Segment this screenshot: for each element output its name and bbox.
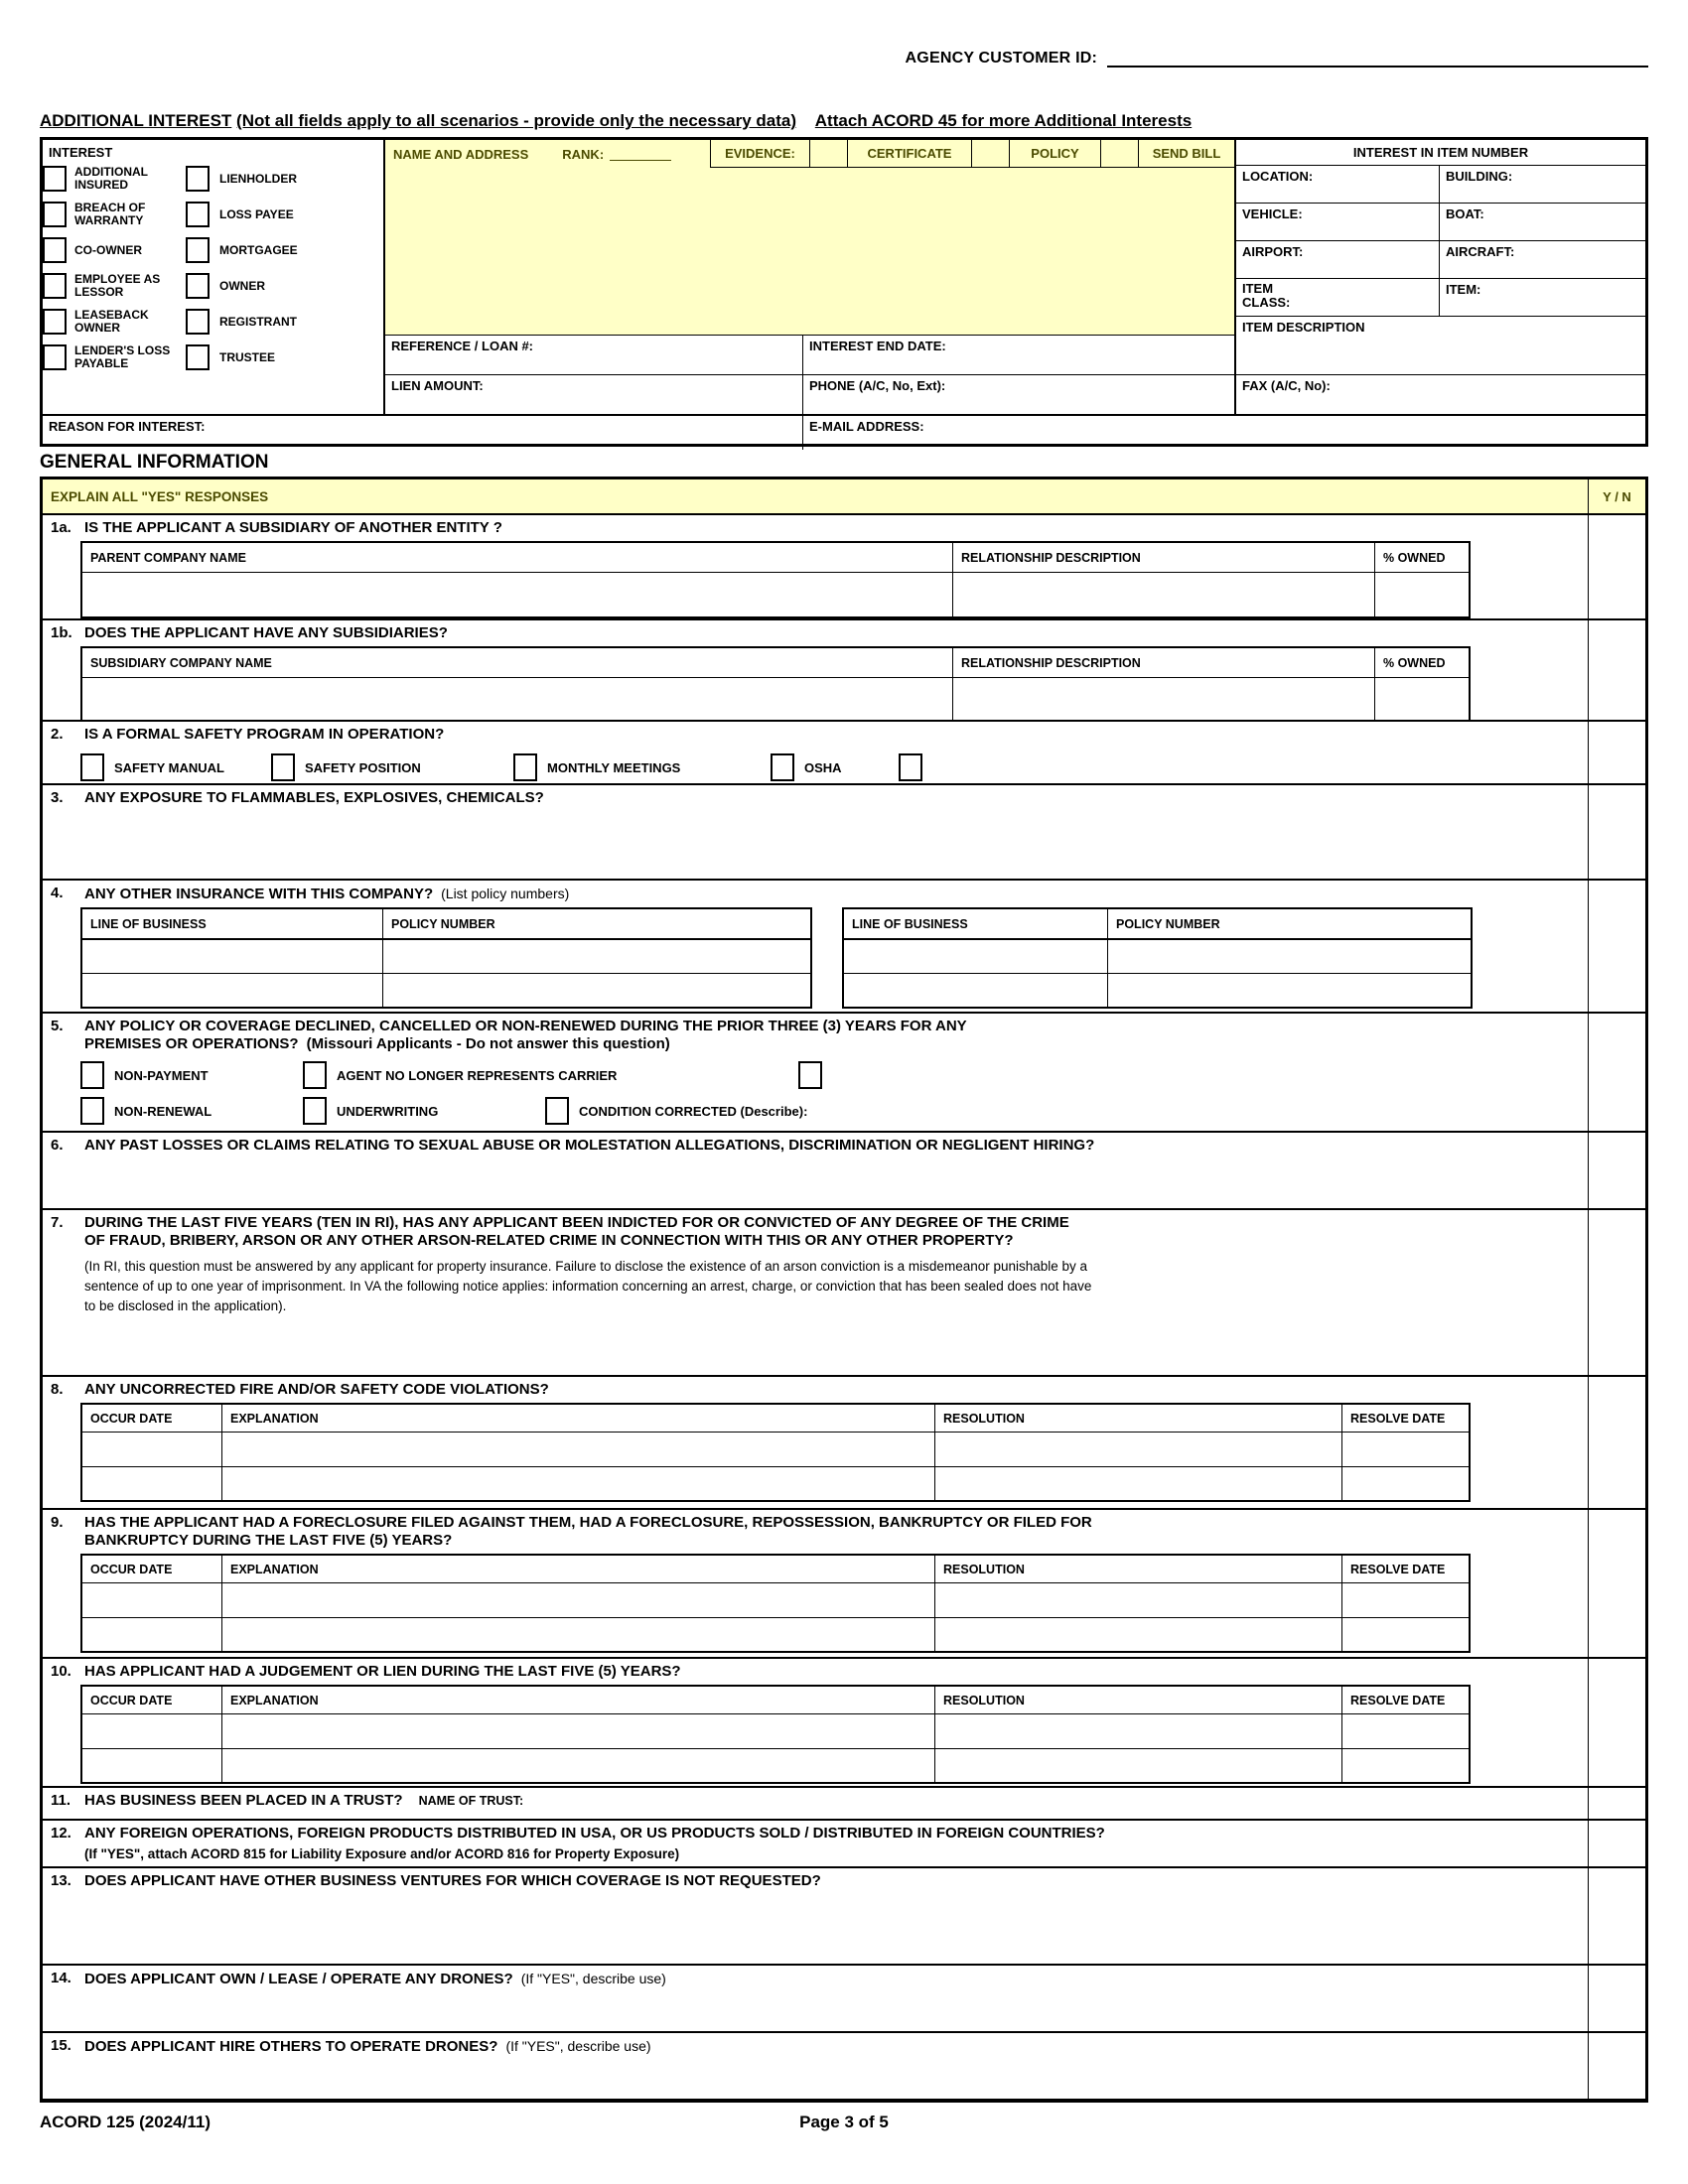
question-text: IS THE APPLICANT A SUBSIDIARY OF ANOTHER ENTITY ? [84,519,502,536]
occur-date-cell[interactable] [82,1583,221,1617]
relationship-description-header: RELATIONSHIP DESCRIPTION [952,543,1374,572]
question-row-3 [43,783,1645,879]
question-text: ANY UNCORRECTED FIRE AND/OR SAFETY CODE VIOLATIONS? [84,1381,549,1398]
building-field[interactable] [1440,166,1645,203]
employee-as-lessor-label: EMPLOYEE AS LESSOR [74,272,161,299]
occur-date-cell[interactable] [82,1749,221,1782]
agent-no-longer-represents-carrier-label: AGENT NO LONGER REPRESENTS CARRIER [337,1067,618,1083]
item-number-row [1236,166,1645,204]
page-number: Page 3 of 5 [799,2113,889,2131]
explanation-cell[interactable] [221,1714,934,1748]
question-3[interactable] [43,785,1588,879]
resolution-header: RESOLUTION [934,1687,1341,1713]
question-row-12 [43,1819,1645,1866]
item-description-label: ITEM DESCRIPTION [1242,320,1365,335]
resolve-date-cell[interactable] [1341,1467,1469,1500]
interest-in-item-number-title: INTEREST IN ITEM NUMBER [1236,140,1645,166]
rank-label: RANK: [562,146,605,162]
question-9 [43,1510,1588,1657]
question-text: ANY FOREIGN OPERATIONS, FOREIGN PRODUCTS DISTRIBUTED IN USA, OR US PRODUCTS SOLD / DISTRIBUTED IN FOREIGN COUNTRIES? [84,1825,1105,1842]
trustee-checkbox[interactable] [186,344,210,370]
question-7 [43,1210,1588,1375]
building-label: BUILDING: [1446,169,1513,184]
lienholder-label: LIENHOLDER [219,171,297,186]
question-number: 11. [51,1792,71,1809]
yn-answer-cell-2[interactable] [1588,722,1645,783]
item-number-row [1236,204,1645,241]
question-number: 7. [51,1214,64,1231]
registrant-label: REGISTRANT [219,314,297,329]
question-number: 12. [51,1825,71,1842]
policy-number-cell[interactable] [1107,940,1471,973]
question-text: DOES APPLICANT HIRE OTHERS TO OPERATE DRONES? (If "YES", describe use) [84,2038,651,2055]
osha-checkbox[interactable] [771,753,794,781]
rank-field[interactable] [610,147,671,161]
resolution-header: RESOLUTION [934,1405,1341,1432]
resolve-date-header: RESOLVE DATE [1341,1556,1469,1582]
question-number: 5. [51,1018,64,1034]
question-number: 6. [51,1137,64,1154]
explanation-cell[interactable] [221,1749,934,1782]
relationship-description-cell[interactable] [952,678,1374,720]
question-number: 15. [51,2037,71,2054]
additional-interest-table [40,137,1648,447]
form-id: ACORD 125 (2024/11) [40,2113,211,2131]
question-row-15 [43,2031,1645,2099]
certificate-label: CERTIFICATE [847,140,971,168]
policy-checkbox-cell[interactable] [1100,140,1138,168]
question-text: HAS BUSINESS BEEN PLACED IN A TRUST? [84,1792,403,1809]
lien-amount-field[interactable] [385,374,802,414]
question-4 [43,881,1588,1012]
explanation-cell[interactable] [221,1467,934,1500]
question-15[interactable] [43,2033,1588,2099]
safety-other-checkbox[interactable] [899,753,922,781]
lienholder-checkbox[interactable] [186,166,210,192]
occur-date-cell[interactable] [82,1433,221,1466]
describe-use-note: (If "YES", describe use) [520,1971,666,1986]
explain-yes-responses-bar [43,479,1645,515]
violations-table [80,1403,1471,1502]
interest-end-date-label: INTEREST END DATE: [809,339,946,353]
line-of-business-header: LINE OF BUSINESS [852,916,968,931]
mortgagee-checkbox[interactable] [186,237,210,263]
attach-acord-45-note: Attach ACORD 45 for more Additional Interests [814,111,1193,130]
lenders-loss-payable-checkbox[interactable] [43,344,67,370]
question-text: HAS THE APPLICANT HAD A FORECLOSURE FILED AGAINST THEM, HAD A FORECLOSURE, REPOSSESSION, BANKRUPTCY OR FILED FOR BANKRUPTCY DURING THE LAST FIVE (5) YEARS? [84,1514,1092,1549]
name-address-rank-cell [385,140,710,168]
leaseback-owner-label: LEASEBACK OWNER [74,308,149,335]
occur-date-cell[interactable] [82,1467,221,1500]
question-8 [43,1377,1588,1508]
question-6[interactable] [43,1133,1588,1208]
question-number: 4. [51,885,64,901]
occur-date-header: OCCUR DATE [90,1562,173,1576]
additional-insured-label: ADDITIONAL INSURED [74,165,148,192]
yn-answer-cell-3[interactable] [1588,785,1645,879]
location-label: LOCATION: [1242,169,1314,184]
resolution-cell[interactable] [934,1467,1341,1500]
agent-no-longer-represents-carrier-checkbox[interactable] [303,1061,327,1089]
question-text: ANY OTHER INSURANCE WITH THIS COMPANY? (List policy numbers) [84,886,570,902]
yn-answer-cell-9[interactable] [1588,1510,1645,1657]
name-of-trust-label: NAME OF TRUST: [418,1794,524,1808]
non-renewal-checkbox[interactable] [80,1097,104,1125]
condition-corrected-label: CONDITION CORRECTED (Describe): [579,1103,808,1119]
item-class-label: ITEM CLASS: [1242,281,1291,310]
question-number: 3. [51,789,64,806]
non-renewal-label: NON-RENEWAL [114,1103,212,1119]
aircraft-label: AIRCRAFT: [1446,244,1515,259]
monthly-meetings-label: MONTHLY MEETINGS [547,759,681,775]
foreclosure-table [80,1554,1471,1653]
yn-answer-cell-6[interactable] [1588,1133,1645,1208]
explanation-header: EXPLANATION [221,1405,934,1432]
question-row-5 [43,1012,1645,1131]
item-number-row [1236,241,1645,279]
arson-disclosure-note: (In RI, this question must be answered by any applicant for property insurance. Failure to disclose the existence of an arson conviction is a misdemeanor punishable by a sentence of up to one year of imprisonment. In VA the following notice applies: information concerning an arrest, charge, or conviction that has been sealed does not have to be disclosed in the application). [84,1259,1092,1313]
question-1a [43,515,1588,618]
question-number: 1b. [51,624,72,641]
resolve-date-cell[interactable] [1341,1749,1469,1782]
general-information-table [40,477,1648,2103]
policy-number-header: POLICY NUMBER [1107,909,1471,938]
yn-answer-cell-8[interactable] [1588,1377,1645,1508]
relationship-description-header: RELATIONSHIP DESCRIPTION [952,648,1374,677]
item-description-field[interactable] [1236,317,1645,374]
co-owner-checkbox[interactable] [43,237,67,263]
yn-answer-cell-13[interactable] [1588,1868,1645,1964]
resolve-date-cell[interactable] [1341,1433,1469,1466]
additional-interest-title-text: ADDITIONAL INTEREST [40,111,232,130]
question-row-7 [43,1208,1645,1375]
question-2 [43,722,1588,783]
underwriting-checkbox[interactable] [303,1097,327,1125]
owner-label: OWNER [219,278,265,293]
resolve-date-cell[interactable] [1341,1714,1469,1748]
policy-number-cell[interactable] [1107,974,1471,1007]
question-row-2 [43,720,1645,783]
page-footer [40,2113,1648,2138]
explanation-cell[interactable] [221,1433,934,1466]
question-14[interactable] [43,1966,1588,2031]
question-number: 14. [51,1970,71,1986]
question-row-8 [43,1375,1645,1508]
question-11 [43,1788,1588,1819]
parent-company-table [80,541,1471,618]
aircraft-field[interactable] [1440,241,1645,278]
question-row-1b [43,618,1645,720]
yn-answer-cell-1b[interactable] [1588,620,1645,720]
yn-answer-cell-5[interactable] [1588,1014,1645,1131]
boat-field[interactable] [1440,204,1645,240]
evidence-checkbox-cell[interactable] [809,140,847,168]
question-13[interactable] [43,1868,1588,1964]
interest-option-row [43,232,383,268]
interest-type-panel [43,140,385,414]
subsidiary-company-table [80,646,1471,720]
phone-label: PHONE (A/C, No, Ext): [809,378,946,393]
loss-payee-label: LOSS PAYEE [219,206,294,221]
safety-position-checkbox[interactable] [271,753,295,781]
yn-answer-cell-7[interactable] [1588,1210,1645,1375]
explanation-header: EXPLANATION [221,1687,934,1713]
send-bill-label: SEND BILL [1138,140,1234,168]
employee-as-lessor-checkbox[interactable] [43,273,67,299]
non-payment-checkbox[interactable] [80,1061,104,1089]
question-number: 13. [51,1872,71,1889]
question-12 [43,1821,1588,1866]
subsidiary-company-name-cell[interactable] [82,678,952,720]
resolve-date-cell[interactable] [1341,1583,1469,1617]
occur-date-header: OCCUR DATE [90,1693,173,1707]
lien-amount-label: LIEN AMOUNT: [391,378,484,393]
reason-for-interest-label: REASON FOR INTEREST: [49,419,206,434]
question-row-11 [43,1786,1645,1819]
reference-loan-field[interactable] [385,335,802,374]
resolution-header: RESOLUTION [934,1556,1341,1582]
question-5 [43,1014,1588,1131]
agency-customer-id-row [40,42,1648,68]
line-of-business-header: LINE OF BUSINESS [90,916,207,931]
additional-interest-title-note: (Not all fields apply to all scenarios - provide only the necessary data) [236,111,797,130]
item-number-row [1236,279,1645,317]
percent-owned-header: % OWNED [1374,648,1469,677]
safety-position-label: SAFETY POSITION [305,759,421,775]
general-information-title: GENERAL INFORMATION [40,452,269,473]
safety-manual-label: SAFETY MANUAL [114,759,224,775]
resolution-cell[interactable] [934,1433,1341,1466]
vehicle-field[interactable] [1236,204,1440,240]
airport-field[interactable] [1236,241,1440,278]
line-of-business-cell[interactable] [82,940,382,973]
email-address-label: E-MAIL ADDRESS: [809,419,924,434]
interest-option-row [43,268,383,304]
agency-customer-id-label: AGENCY CUSTOMER ID: [905,50,1097,67]
question-row-1a [43,515,1645,618]
mortgagee-label: MORTGAGEE [219,242,298,257]
question-number: 8. [51,1381,64,1398]
question-row-4 [43,879,1645,1012]
yn-column-header: Y / N [1588,479,1645,513]
percent-owned-cell[interactable] [1374,678,1469,720]
question-text: ANY PAST LOSSES OR CLAIMS RELATING TO SEXUAL ABUSE OR MOLESTATION ALLEGATIONS, DISCRIMINATION OR NEGLIGENT HIRING? [84,1137,1095,1154]
question-row-9 [43,1508,1645,1657]
interest-option-row [43,304,383,340]
question-text: ANY POLICY OR COVERAGE DECLINED, CANCELLED OR NON-RENEWED DURING THE PRIOR THREE (3) YEARS FOR ANY PREMISES OR OPERATIONS? (Missouri Applicants - Do not answer this question) [84,1018,967,1052]
yn-answer-cell-10[interactable] [1588,1659,1645,1786]
safety-manual-checkbox[interactable] [80,753,104,781]
registrant-checkbox[interactable] [186,309,210,335]
co-owner-label: CO-OWNER [74,242,142,257]
lenders-loss-payable-label: LENDER'S LOSS PAYABLE [74,343,171,370]
question-text: ANY EXPOSURE TO FLAMMABLES, EXPLOSIVES, CHEMICALS? [84,789,544,806]
occur-date-cell[interactable] [82,1714,221,1748]
question-text: IS A FORMAL SAFETY PROGRAM IN OPERATION? [84,726,445,743]
location-field[interactable] [1236,166,1440,203]
breach-of-warranty-checkbox[interactable] [43,202,67,227]
phone-field[interactable] [802,374,1234,414]
yn-answer-cell-15[interactable] [1588,2033,1645,2099]
item-label: ITEM: [1446,282,1481,297]
resolution-cell[interactable] [934,1618,1341,1651]
question-number: 1a. [51,519,71,536]
yn-answer-cell-12[interactable] [1588,1821,1645,1866]
trustee-label: TRUSTEE [219,349,276,364]
line-of-business-cell[interactable] [844,940,1107,973]
question-number: 9. [51,1514,64,1531]
other-insurance-table-left [80,907,812,1009]
question-10 [43,1659,1588,1786]
condition-corrected-checkbox[interactable] [545,1097,569,1125]
additional-interest-title [40,111,1648,131]
question-number: 2. [51,726,64,743]
resolution-cell[interactable] [934,1749,1341,1782]
question-1b [43,620,1588,720]
interest-option-row [43,161,383,197]
vehicle-label: VEHICLE: [1242,206,1303,221]
interest-in-item-number-panel [1234,140,1645,374]
parent-company-name-header: PARENT COMPANY NAME [90,550,246,565]
fax-field[interactable] [1234,374,1645,414]
explanation-cell[interactable] [221,1618,934,1651]
explanation-header: EXPLANATION [221,1556,934,1582]
airport-label: AIRPORT: [1242,244,1304,259]
line-of-business-cell[interactable] [844,974,1107,1007]
explanation-cell[interactable] [221,1583,934,1617]
boat-label: BOAT: [1446,206,1484,221]
additional-insured-checkbox[interactable] [43,166,67,192]
occur-date-header: OCCUR DATE [90,1411,173,1426]
declined-other-checkbox[interactable] [798,1061,822,1089]
breach-of-warranty-label: BREACH OF WARRANTY [74,201,146,227]
yn-answer-cell-11[interactable] [1588,1788,1645,1819]
yn-answer-cell-4[interactable] [1588,881,1645,1012]
leaseback-owner-checkbox[interactable] [43,309,67,335]
resolve-date-header: RESOLVE DATE [1341,1687,1469,1713]
percent-owned-header: % OWNED [1374,543,1469,572]
non-payment-label: NON-PAYMENT [114,1067,209,1083]
policy-label: POLICY [1009,140,1100,168]
name-of-trust-field[interactable] [523,1792,1580,1811]
question-number: 10. [51,1663,71,1680]
name-and-address-label: NAME AND ADDRESS [393,146,529,162]
certificate-checkbox-cell[interactable] [971,140,1009,168]
name-and-address-field[interactable] [385,168,1234,335]
subsidiary-company-name-header: SUBSIDIARY COMPANY NAME [90,655,272,670]
missouri-note: (Missouri Applicants - Do not answer this question) [306,1035,670,1052]
explain-yes-responses-label: EXPLAIN ALL "YES" RESPONSES [51,488,269,504]
reference-loan-label: REFERENCE / LOAN #: [391,339,534,353]
question-row-10 [43,1657,1645,1786]
agency-customer-id-field[interactable] [1107,50,1648,68]
interest-option-row [43,197,383,232]
interest-end-date-field[interactable] [802,335,1234,374]
resolution-cell[interactable] [934,1583,1341,1617]
evidence-label: EVIDENCE: [710,140,809,168]
fax-label: FAX (A/C, No): [1242,378,1331,393]
question-row-14 [43,1964,1645,2031]
question-row-13 [43,1866,1645,1964]
question-text: DOES THE APPLICANT HAVE ANY SUBSIDIARIES? [84,624,448,641]
underwriting-label: UNDERWRITING [337,1103,439,1119]
interest-option-row [43,340,383,375]
policy-number-cell[interactable] [382,940,810,973]
parent-company-name-cell[interactable] [82,573,952,616]
interest-label: INTEREST [49,145,113,160]
resolve-date-header: RESOLVE DATE [1341,1405,1469,1432]
question-text: DOES APPLICANT OWN / LEASE / OPERATE ANY DRONES? (If "YES", describe use) [84,1971,666,1987]
line-of-business-cell[interactable] [82,974,382,1007]
acord-815-816-note: (If "YES", attach ACORD 815 for Liability Exposure and/or ACORD 816 for Property Exposure) [84,1846,680,1861]
occur-date-cell[interactable] [82,1618,221,1651]
describe-use-note: (If "YES", describe use) [505,2038,651,2054]
policy-number-cell[interactable] [382,974,810,1007]
relationship-description-cell[interactable] [952,573,1374,616]
item-class-field[interactable] [1236,279,1440,316]
resolve-date-cell[interactable] [1341,1618,1469,1651]
owner-checkbox[interactable] [186,273,210,299]
resolution-cell[interactable] [934,1714,1341,1748]
yn-answer-cell-14[interactable] [1588,1966,1645,2031]
email-address-field[interactable] [802,414,1645,450]
item-field[interactable] [1440,279,1645,316]
reason-for-interest-field[interactable] [43,414,802,450]
loss-payee-checkbox[interactable] [186,202,210,227]
policy-number-header: POLICY NUMBER [382,909,810,938]
question-text: DOES APPLICANT HAVE OTHER BUSINESS VENTURES FOR WHICH COVERAGE IS NOT REQUESTED? [84,1872,821,1889]
question-row-6 [43,1131,1645,1208]
monthly-meetings-checkbox[interactable] [513,753,537,781]
percent-owned-cell[interactable] [1374,573,1469,616]
yn-answer-cell-1a[interactable] [1588,515,1645,618]
osha-label: OSHA [804,759,842,775]
name-address-header [385,140,1234,168]
other-insurance-table-right [842,907,1473,1009]
question-text: HAS APPLICANT HAD A JUDGEMENT OR LIEN DURING THE LAST FIVE (5) YEARS? [84,1663,681,1680]
question-text: DURING THE LAST FIVE YEARS (TEN IN RI), HAS ANY APPLICANT BEEN INDICTED FOR OR CONVICTED OF ANY DEGREE OF THE CRIME OF FRAUD, BRIBERY, ARSON OR ANY OTHER ARSON-RELATED CRIME IN CONNECTION WITH THIS OR ANY OTHER PROPERTY? [84,1214,1069,1249]
question-note: (List policy numbers) [441,886,570,901]
judgement-lien-table [80,1685,1471,1784]
